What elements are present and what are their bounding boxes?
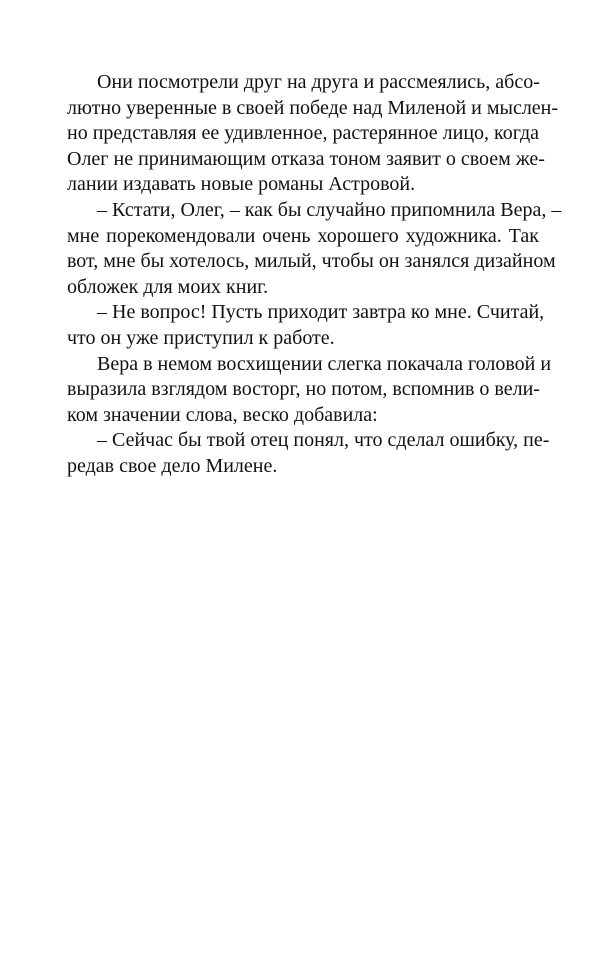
text-line: мне порекомендовали очень хорошего художника. Так	[67, 224, 539, 247]
text-line: вот, мне бы хотелось, милый, чтобы он занялся дизайном	[67, 250, 556, 273]
paragraph	[67, 300, 545, 351]
text-line: – Сейчас бы твой отец понял, что сделал ошибку, пе-	[97, 429, 550, 452]
text-line: лании издавать новые романы Астровой.	[67, 173, 416, 196]
text-line: что он уже приступил к работе.	[67, 326, 335, 349]
text-line: ком значении слова, веско добавила:	[67, 403, 378, 426]
text-line: – Кстати, Олег, – как бы случайно припомнила Вера, –	[97, 198, 562, 221]
text-line: Олег не принимающим отказа тоном заявит о своем же-	[67, 147, 545, 170]
paragraph	[67, 428, 550, 479]
text-line: выразила взглядом восторг, но потом, вспомнив о вели-	[67, 378, 540, 401]
text-line: лютно уверенные в своей победе над Миленой и мыслен-	[67, 96, 559, 119]
text-line: редав свое дело Милене.	[67, 454, 278, 477]
body-text	[67, 70, 562, 480]
paragraph	[67, 198, 562, 300]
paragraph	[67, 352, 552, 429]
text-line: Они посмотрели друг на друга и рассмеялись, абсо-	[97, 71, 540, 93]
paragraph	[67, 70, 559, 198]
text-line: – Не вопрос! Пусть приходит завтра ко мне. Считай,	[97, 301, 545, 324]
text-line: обложек для моих книг.	[67, 275, 269, 298]
text-line: но представляя ее удивленное, растерянное лицо, когда	[67, 122, 539, 145]
text-line: Вера в немом восхищении слегка покачала головой и	[97, 352, 552, 375]
